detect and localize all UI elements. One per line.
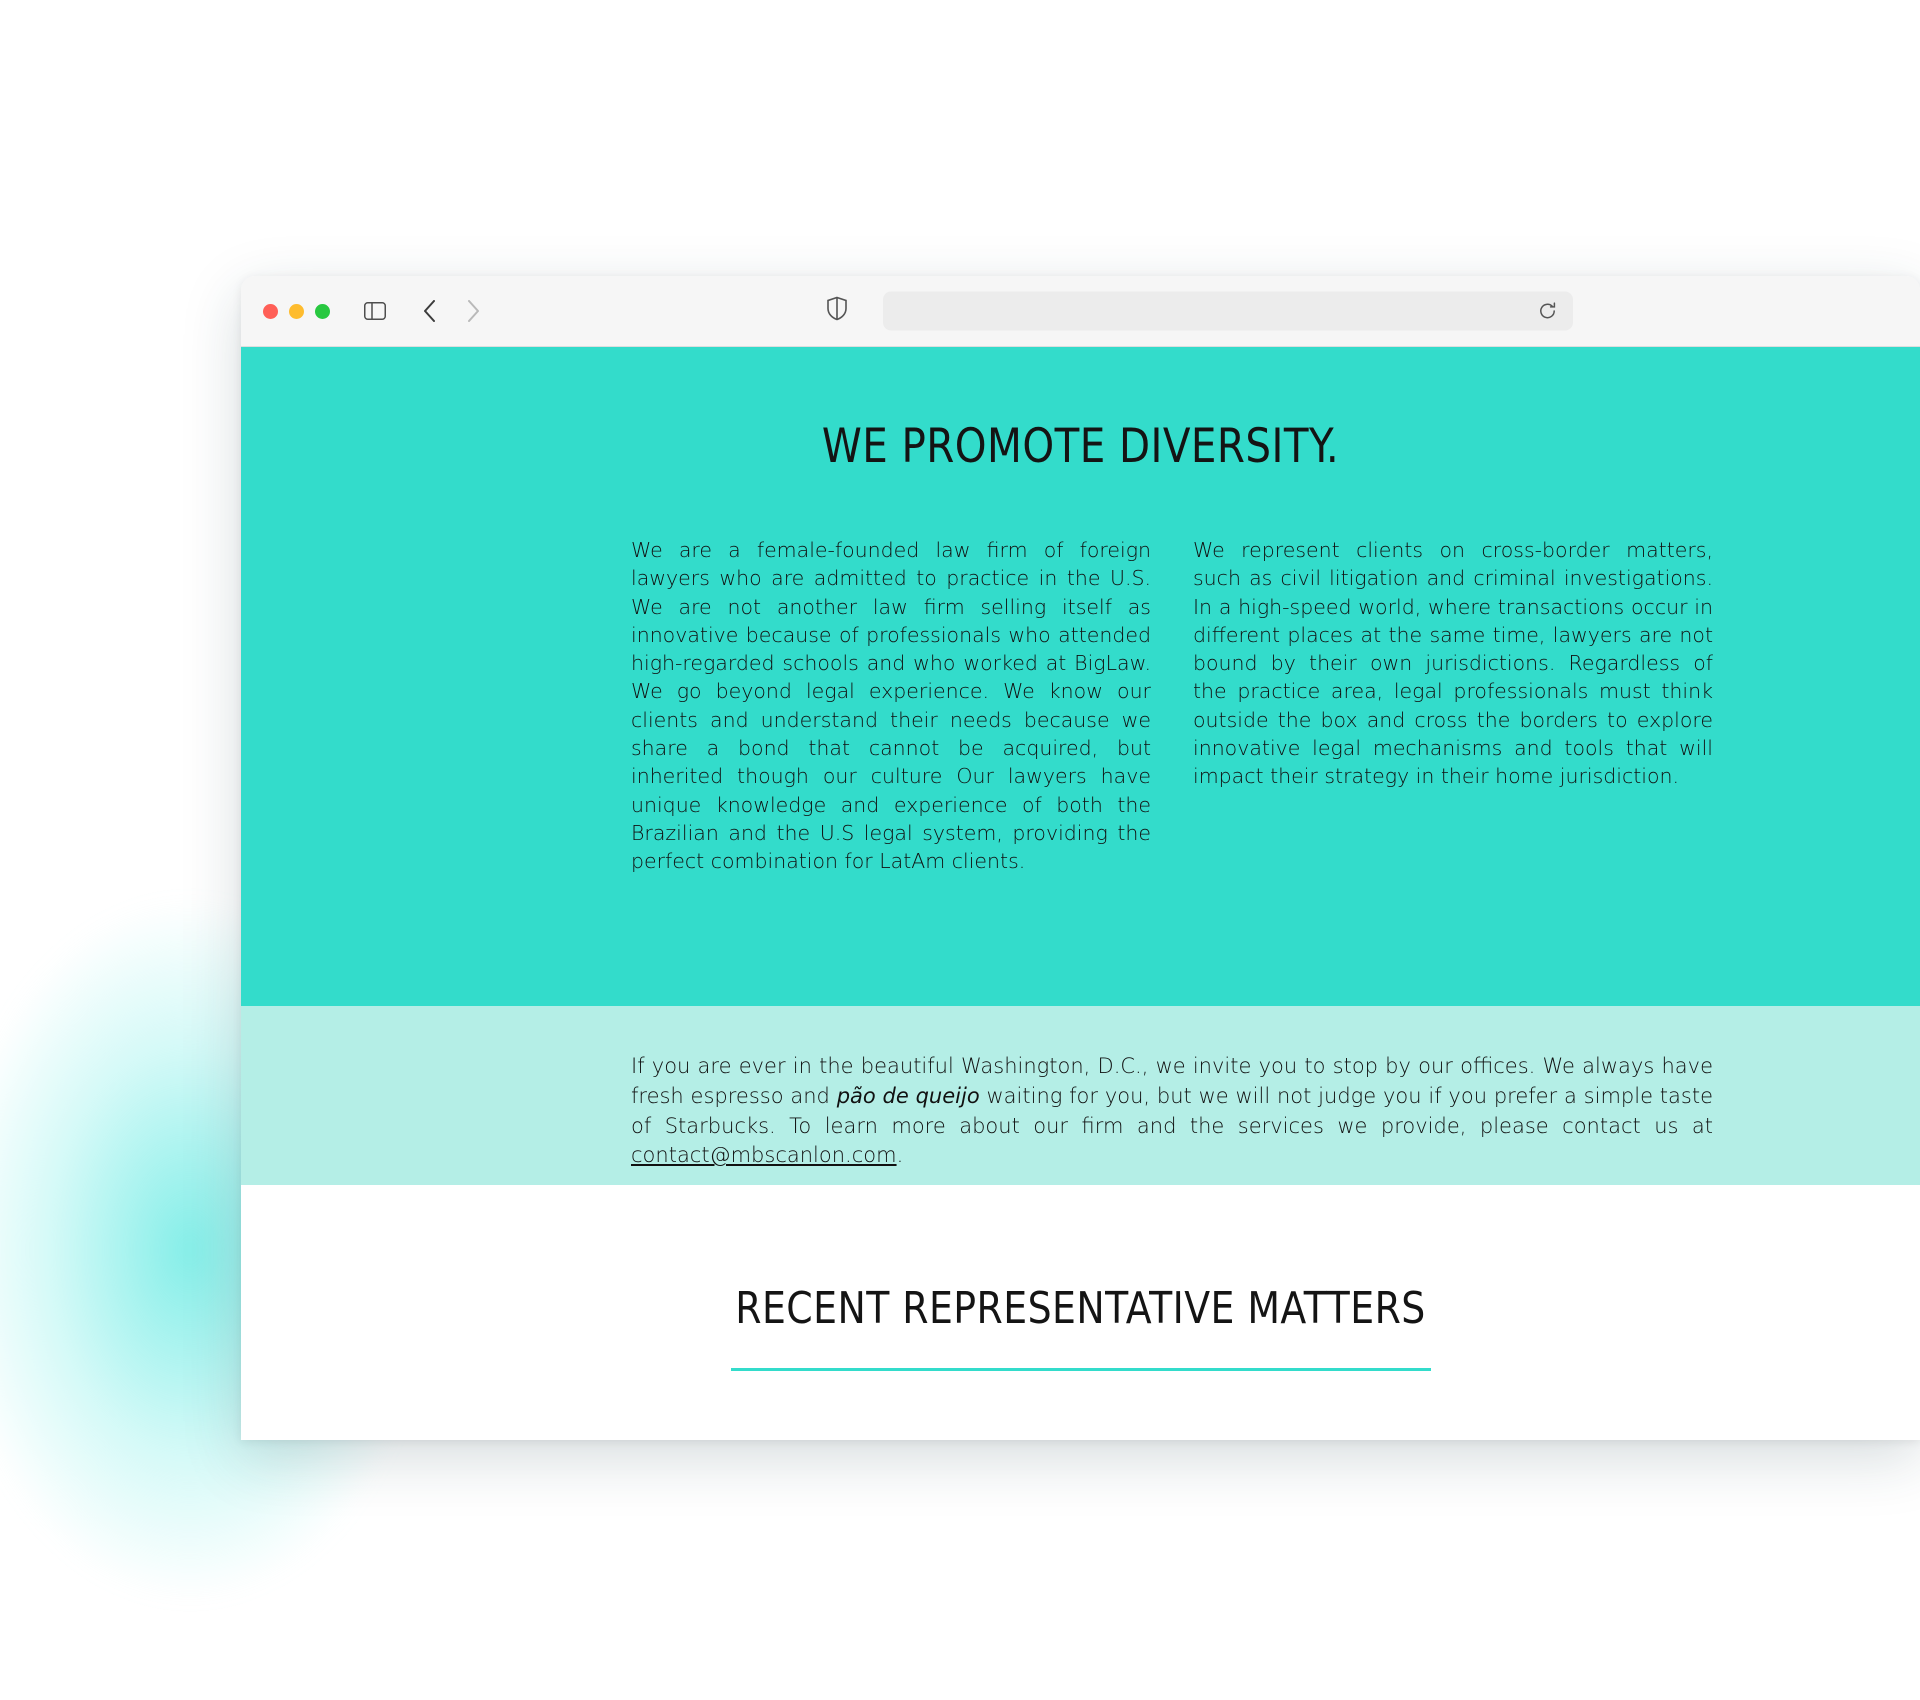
- contact-email-link[interactable]: contact@mbscanlon.com: [631, 1143, 897, 1168]
- address-bar[interactable]: [883, 292, 1573, 331]
- back-button[interactable]: [416, 296, 442, 326]
- close-window-button[interactable]: [263, 304, 278, 319]
- section-divider: [731, 1368, 1431, 1371]
- contact-text-part2: waiting for you, but we will not judge you if you prefer a simple taste of Starbucks. To learn more about our firm and the services we provide, please contact us at: [631, 1083, 1713, 1138]
- navigation-buttons: [416, 296, 486, 326]
- hero-columns: [241, 536, 1920, 875]
- zoom-window-button[interactable]: [315, 304, 330, 319]
- minimize-window-button[interactable]: [289, 304, 304, 319]
- contact-band: [241, 1006, 1920, 1185]
- hero-paragraph-left: We are a female-founded law firm of foreign lawyers who are admitted to practice in the U.S. We are not another law firm selling itself as innovative because of professionals who attended high-regarded schools and who worked at BigLaw. We go beyond legal experience. We know our clients and understand their needs because we share a bond that cannot be acquired, but inherited though our culture Our lawyers have unique knowledge and experience of both the Brazilian and the U.S legal system, providing the perfect combination for LatAm clients.: [631, 538, 1151, 874]
- contact-text-part3: .: [896, 1143, 904, 1168]
- page-content: [241, 347, 1920, 1440]
- forward-button[interactable]: [460, 296, 486, 326]
- shield-icon[interactable]: [827, 297, 847, 326]
- sidebar-icon[interactable]: [358, 294, 392, 328]
- contact-italic-phrase: pão de queijo: [836, 1083, 980, 1108]
- section-title: RECENT REPRESENTATIVE MATTERS: [735, 1283, 1426, 1334]
- window-controls: [263, 304, 330, 319]
- contact-paragraph: [631, 1052, 1713, 1171]
- hero-paragraph-right: We represent clients on cross-border matters, such as civil litigation and criminal investigations. In a high-speed world, where transactions occur in different places at the same time, lawyers are not bound by their own jurisdictions. Regardless of the practice area, legal professionals must think outside the box and cross the borders to explore innovative legal mechanisms and tools that will impact their strategy in their home jurisdiction.: [1193, 538, 1713, 789]
- recent-matters-section: [241, 1185, 1920, 1371]
- browser-toolbar: [241, 276, 1920, 347]
- reload-icon[interactable]: [1535, 299, 1559, 323]
- contact-text-part1: If you are ever in the beautiful Washington, D.C., we invite you to stop by our offices. We always have fresh espresso and: [631, 1054, 1713, 1108]
- browser-window: [241, 276, 1920, 1440]
- page-title: WE PROMOTE DIVERSITY.: [821, 419, 1340, 474]
- hero-section: [241, 347, 1920, 1006]
